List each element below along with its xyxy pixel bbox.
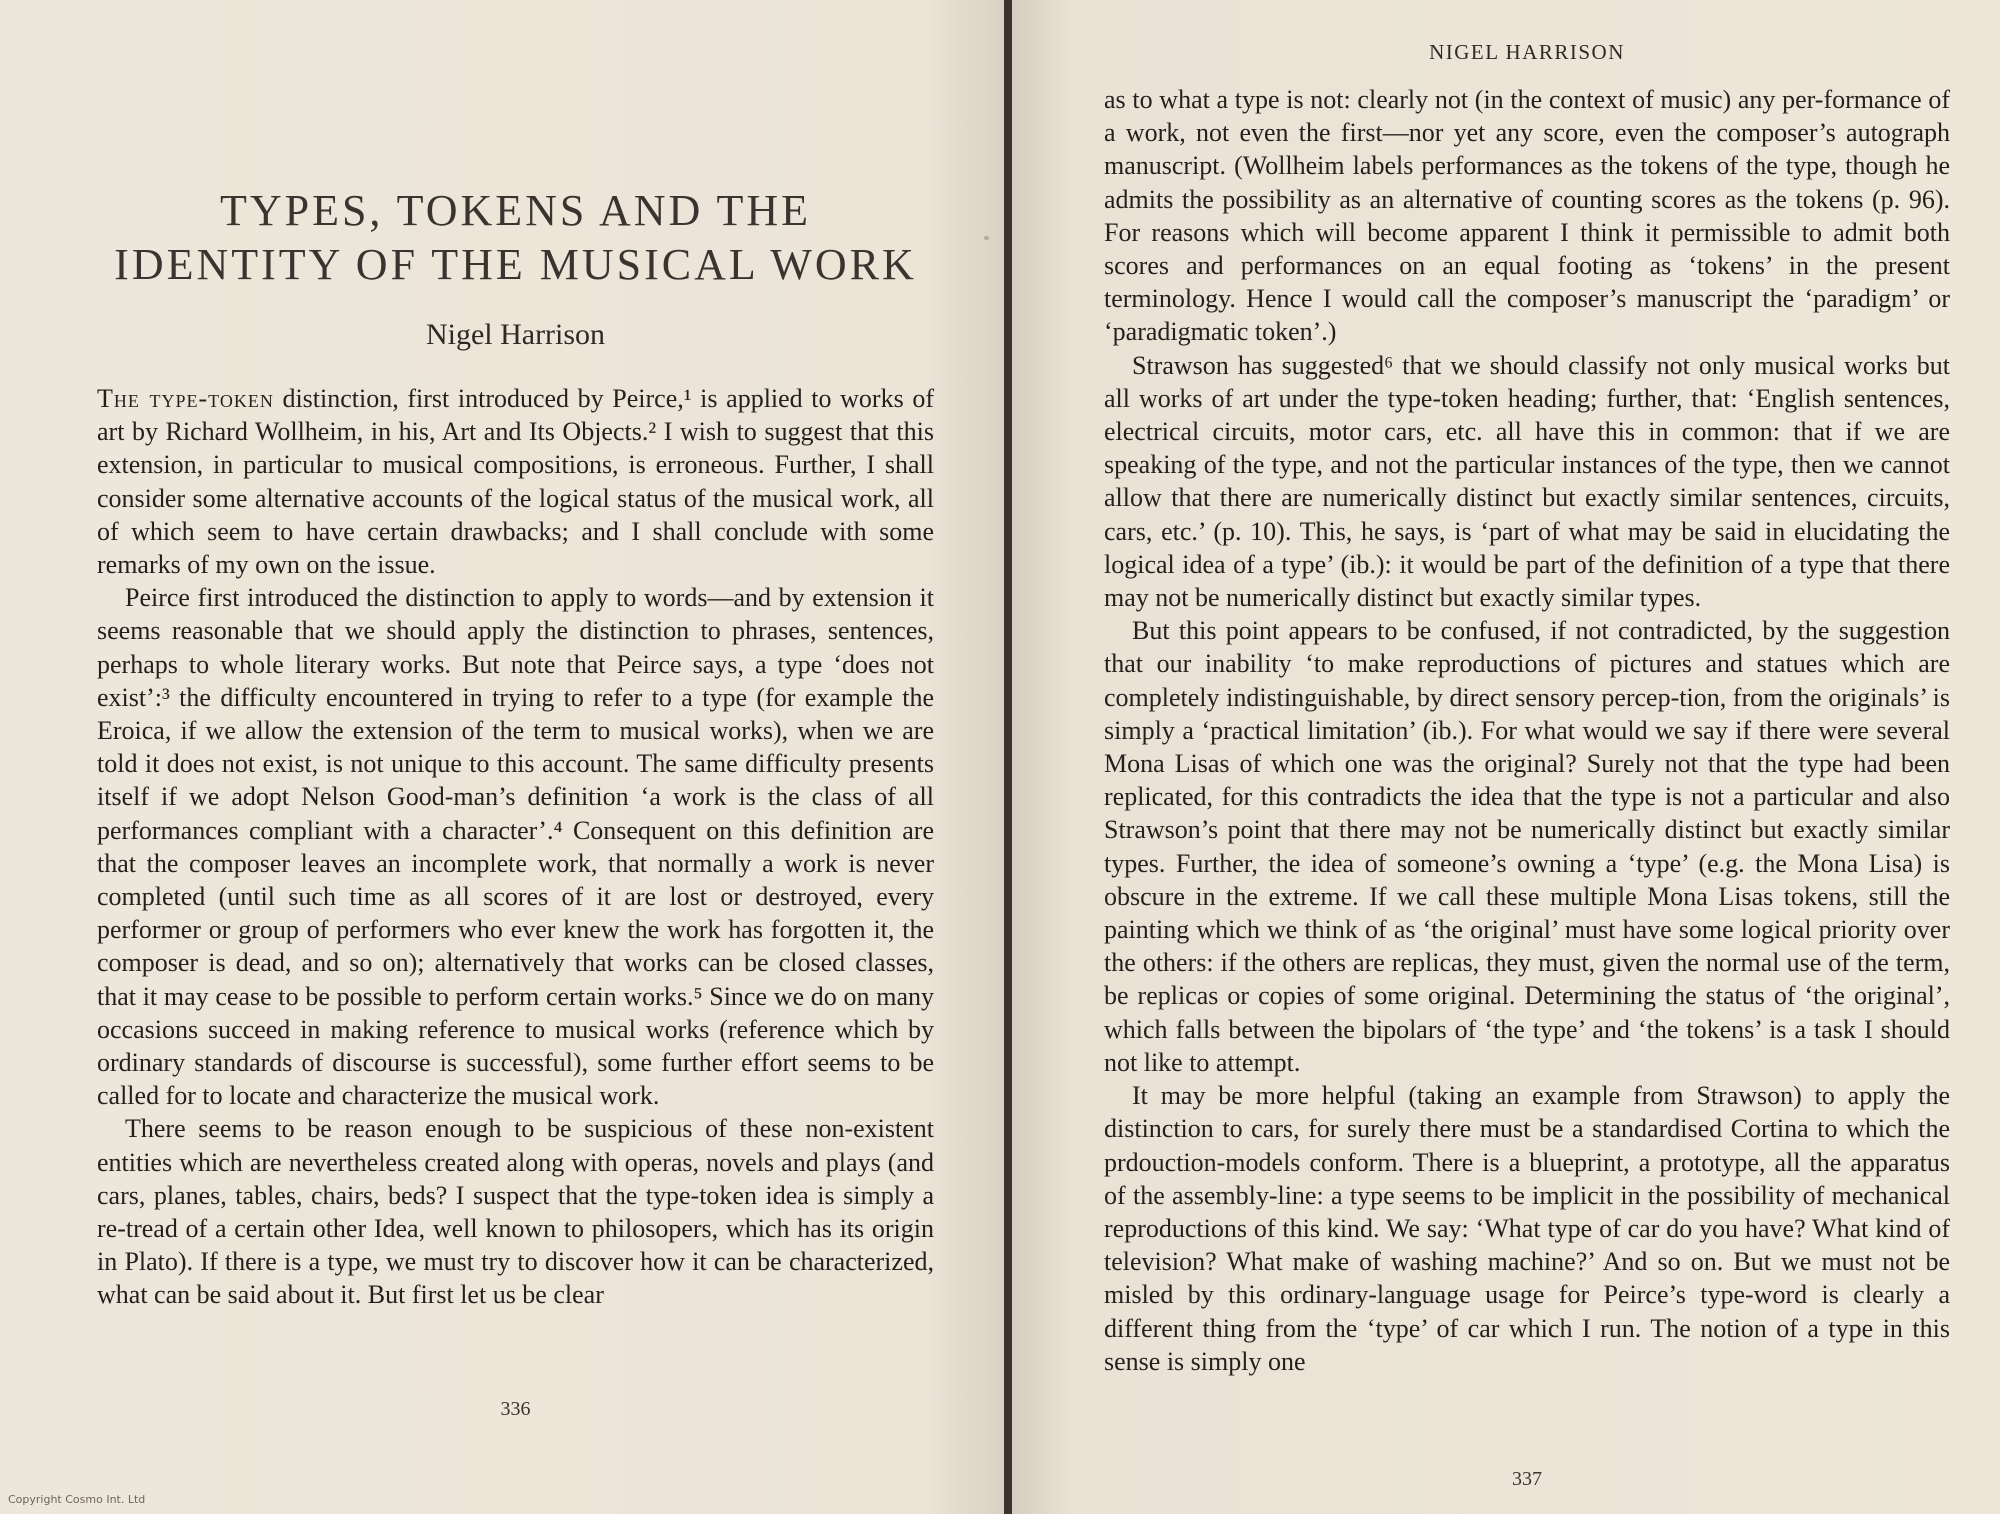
lead-small-caps: The type-token — [97, 384, 274, 413]
scan-speck — [984, 236, 989, 240]
title-line-1: TYPES, TOKENS AND THE — [219, 186, 812, 235]
right-page — [1012, 0, 2000, 1514]
page-number: 337 — [1512, 1468, 1542, 1490]
paragraph: But this point appears to be confused, if not contradicted, by the suggestion that our inability ‘to make reproductions of pictures and statues which are completely indistinguishable, by direct sensory percep-tion, from the originals’ is simply a ‘practical limitation’ (ib.). For what would we say if there were several Mona Lisas of which one was the original? Surely not that the type had been replicated, for this contradicts the idea that the type is not a particular and also Strawson’s point that there may not be numerically distinct but exactly similar types. Further, the idea of someone’s owning a ‘type’ (e.g. the Mona Lisa) is obscure in the extreme. If we call these multiple Mona Lisas tokens, still the painting which we think of as ‘the original’ must have some logical priority over the others: if the others are replicas, they must, given the normal use of the term, be replicas or copies of some original. Determining the status of ‘the original’, which falls between the bipolars of ‘the type’ and ‘the tokens’ is a task I should not like to attempt. — [1104, 616, 1950, 1077]
page-number: 336 — [500, 1398, 531, 1420]
title-line-2: IDENTITY OF THE MUSICAL WORK — [114, 240, 917, 289]
right-page-body — [1104, 83, 1950, 1378]
paragraph: Peirce first introduced the distinction to apply to words—and by extension it seems reasonable that we should apply the distinction to phrases, sentences, perhaps to whole literary works. But note that Peirce says, a type ‘does not exist’:³ the difficulty encountered in trying to refer to a type (for example the Eroica, if we allow the extension of the term to musical works), when we are told it does not exist, is not unique to this account. The same difficulty presents itself if we adopt Nelson Good-man’s definition ‘a work is the class of all performances compliant with a character’.⁴ Consequent on this definition are that the composer leaves an incomplete work, that normally a work is never completed (until such time as all scores of it are lost or destroyed, every performer or group of performers who ever knew the work has forgotten it, the composer is dead, and so on); alternatively that works can be closed classes, that it may cease to be possible to perform certain works.⁵ Since we do on many occasions succeed in making reference to musical works (reference which by ordinary standards of discourse is successful), some further effort seems to be called for to locate and characterize the musical work. — [97, 583, 934, 1111]
paragraph: as to what a type is not: clearly not (in the context of music) any per-formance of a work, not even the first—nor yet any score, even the composer’s autograph manuscript. (Wollheim labels performances as the tokens of the type, though he admits the possibility as an alternative of counting scores as the tokens (p. 96). For reasons which will become apparent I think it permissible to admit both scores and performances on an equal footing as ‘tokens’ in the present terminology. Hence I would call the composer’s manuscript the ‘paradigm’ or ‘paradigmatic token’.) — [1104, 85, 1950, 347]
book-gutter — [1004, 0, 1012, 1514]
running-head: NIGEL HARRISON — [1429, 40, 1625, 64]
paragraph: Strawson has suggested⁶ that we should classify not only musical works but all works of art under the type-token heading; further, that: ‘English sentences, electrical circuits, motor cars, etc. all have this in common: that if we are speaking of the type, and not the particular instances of the type, then we cannot allow that there are numerically distinct but exactly similar sentences, circuits, cars, etc.’ (p. 10). This, he says, is ‘part of what may be said in elucidating the logical idea of a type’ (ib.): it would be part of the definition of a type that there may not be numerically distinct but exactly similar types. — [1104, 350, 1950, 613]
author-name: Nigel Harrison — [425, 318, 606, 351]
left-page-body — [97, 382, 934, 1312]
paragraph: The type-token distinction, first introduced by Peirce,¹ is applied to works of art by Richard Wollheim, in his, Art and Its Objects.² I wish to suggest that this extension, in particular to musical compositions, is erroneous. Further, I shall consider some alternative accounts of the logical status of the musical work, all of which seem to have certain drawbacks; and I shall conclude with some remarks of my own on the issue. — [97, 384, 934, 580]
article-title — [97, 184, 934, 292]
paragraph: There seems to be reason enough to be suspicious of these non-existent entities which are nevertheless created along with operas, novels and plays (and cars, planes, tables, chairs, beds? I suspect that the type-token idea is simply a re-tread of a certain other Idea, well known to philosopers, which has its origin in Plato). If there is a type, we must try to discover how it can be characterized, what can be said about it. But first let us be clear — [97, 1114, 934, 1310]
copyright-watermark: Copyright Cosmo Int. Ltd — [8, 1493, 146, 1506]
paragraph: It may be more helpful (taking an example from Strawson) to apply the distinction to cars, for surely there must be a standardised Cortina to which the prdouction-models conform. There is a blueprint, a prototype, all the apparatus of the assembly-line: a type seems to be implicit in the possibility of mechanical reproductions of this kind. We say: ‘What type of car do you have? What kind of television? What make of washing machine?’ And so on. But we must not be misled by this ordinary-language usage for Peirce’s type-word is clearly a different thing from the ‘type’ of car which I run. The notion of a type in this sense is simply one — [1104, 1081, 1950, 1376]
